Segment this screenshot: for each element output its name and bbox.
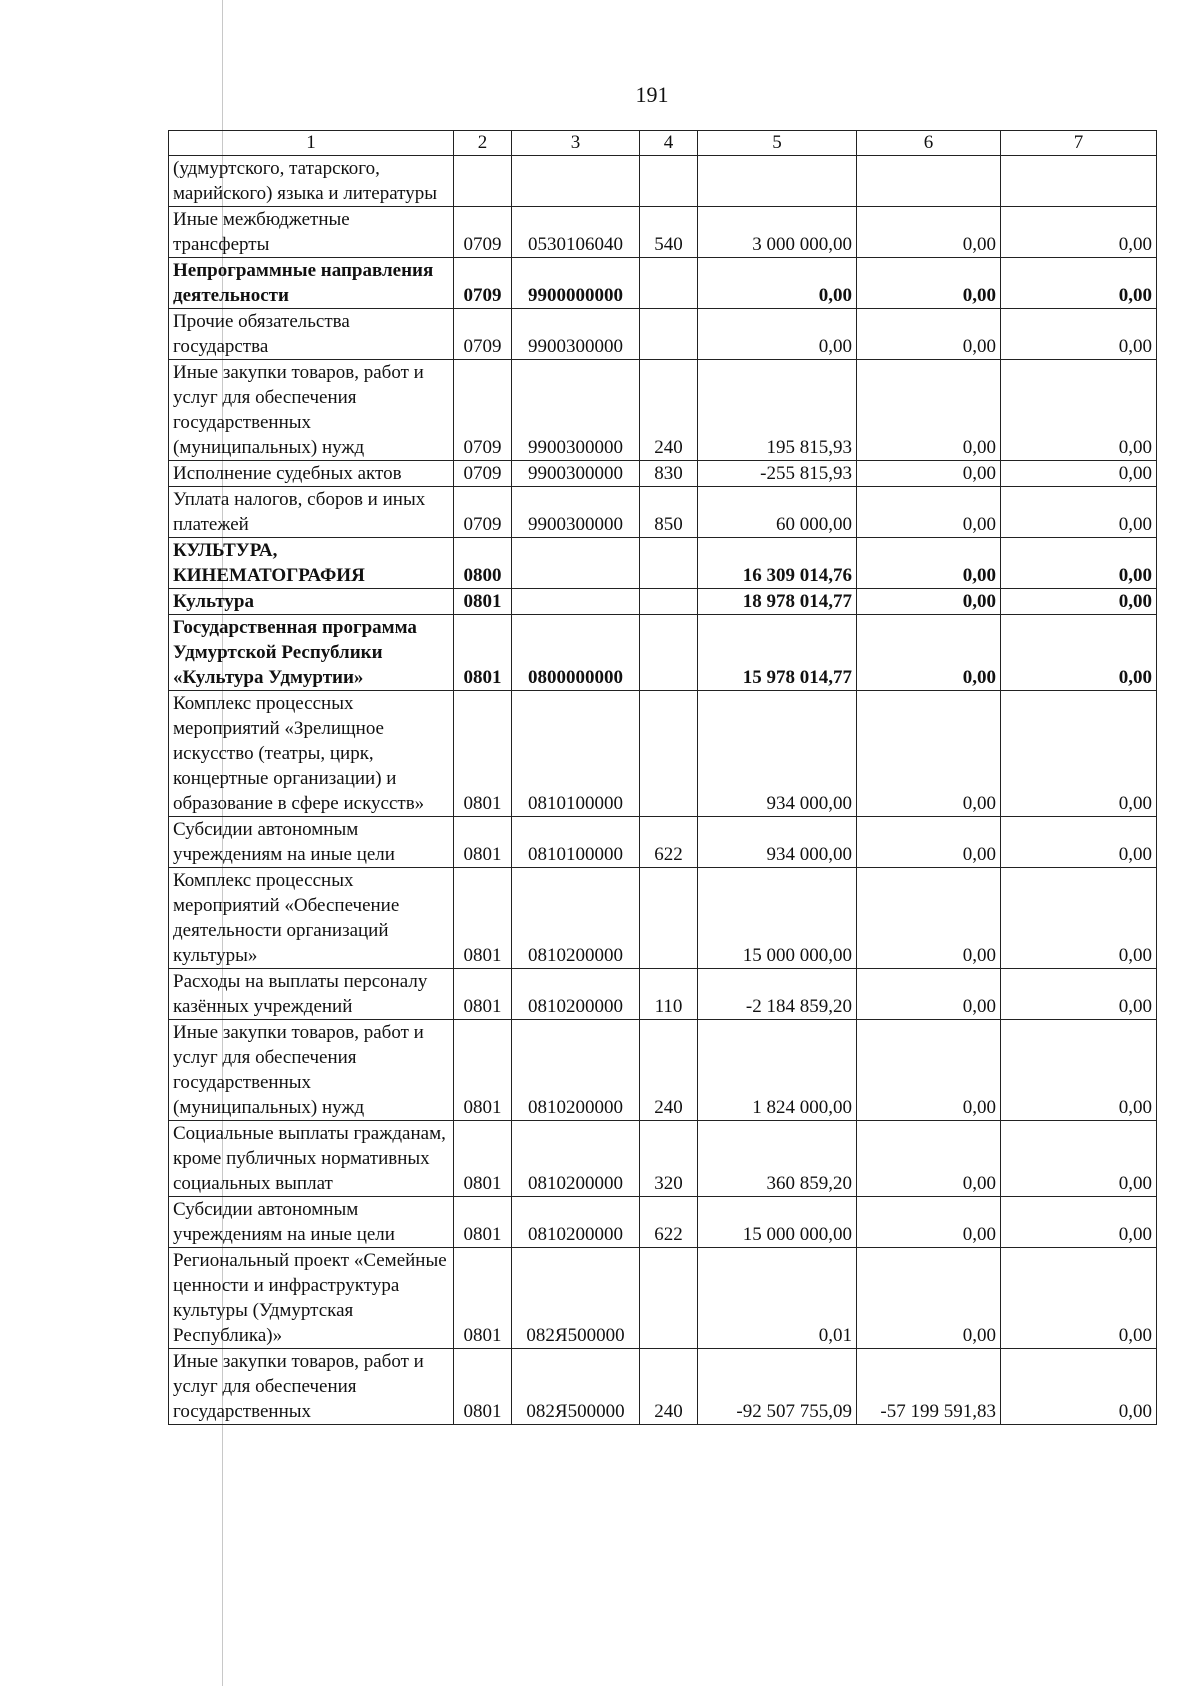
- cell-amount-year-2: 0,00: [857, 487, 1001, 538]
- cell-amount-year-3: [1001, 156, 1157, 207]
- cell-amount-year-1: -2 184 859,20: [698, 969, 857, 1020]
- cell-section-code: 0709: [454, 258, 512, 309]
- cell-target-code: 9900300000: [512, 309, 640, 360]
- cell-amount-year-3: 0,00: [1001, 817, 1157, 868]
- cell-target-code: 0810200000: [512, 969, 640, 1020]
- cell-target-code: 0810200000: [512, 1197, 640, 1248]
- cell-target-code: [512, 589, 640, 615]
- cell-description: Непрограммные направления деятельности: [169, 258, 454, 309]
- table-row: [169, 309, 1157, 360]
- cell-amount-year-2: 0,00: [857, 360, 1001, 461]
- table-row: [169, 691, 1157, 817]
- cell-expense-type: [640, 258, 698, 309]
- cell-amount-year-2: 0,00: [857, 309, 1001, 360]
- cell-description: Исполнение судебных актов: [169, 461, 454, 487]
- cell-amount-year-1: 360 859,20: [698, 1121, 857, 1197]
- table-row: [169, 1020, 1157, 1121]
- cell-amount-year-3: 0,00: [1001, 258, 1157, 309]
- cell-section-code: 0801: [454, 1020, 512, 1121]
- cell-section-code: 0801: [454, 868, 512, 969]
- cell-section-code: 0801: [454, 1197, 512, 1248]
- cell-amount-year-2: 0,00: [857, 969, 1001, 1020]
- cell-amount-year-1: -255 815,93: [698, 461, 857, 487]
- cell-amount-year-2: 0,00: [857, 1197, 1001, 1248]
- cell-expense-type: 540: [640, 207, 698, 258]
- cell-amount-year-3: 0,00: [1001, 487, 1157, 538]
- cell-amount-year-1: 18 978 014,77: [698, 589, 857, 615]
- cell-description: Прочие обязательства государства: [169, 309, 454, 360]
- cell-section-code: 0709: [454, 360, 512, 461]
- cell-section-code: 0801: [454, 589, 512, 615]
- cell-section-code: 0800: [454, 538, 512, 589]
- cell-target-code: [512, 156, 640, 207]
- cell-section-code: 0801: [454, 615, 512, 691]
- table-row: [169, 461, 1157, 487]
- column-header-3: 3: [512, 131, 640, 156]
- cell-amount-year-1: 15 000 000,00: [698, 1197, 857, 1248]
- cell-target-code: 0810100000: [512, 691, 640, 817]
- cell-description: Иные закупки товаров, работ и услуг для обеспечения государственных (муниципальных) нужд: [169, 360, 454, 461]
- cell-expense-type: 830: [640, 461, 698, 487]
- cell-section-code: [454, 156, 512, 207]
- cell-amount-year-1: 3 000 000,00: [698, 207, 857, 258]
- cell-amount-year-3: 0,00: [1001, 969, 1157, 1020]
- cell-expense-type: 110: [640, 969, 698, 1020]
- cell-amount-year-2: 0,00: [857, 868, 1001, 969]
- cell-section-code: 0801: [454, 817, 512, 868]
- table-row: [169, 487, 1157, 538]
- cell-target-code: 0810200000: [512, 1121, 640, 1197]
- cell-amount-year-3: 0,00: [1001, 1197, 1157, 1248]
- cell-expense-type: [640, 615, 698, 691]
- cell-amount-year-3: 0,00: [1001, 1349, 1157, 1425]
- table-row: [169, 1248, 1157, 1349]
- cell-amount-year-3: 0,00: [1001, 538, 1157, 589]
- cell-amount-year-1: 60 000,00: [698, 487, 857, 538]
- cell-amount-year-1: 934 000,00: [698, 691, 857, 817]
- budget-table: [168, 130, 1157, 1425]
- cell-expense-type: 320: [640, 1121, 698, 1197]
- column-header-5: 5: [698, 131, 857, 156]
- column-header-2: 2: [454, 131, 512, 156]
- cell-description: Государственная программа Удмуртской Республики «Культура Удмуртии»: [169, 615, 454, 691]
- cell-amount-year-1: 0,00: [698, 309, 857, 360]
- cell-target-code: 0800000000: [512, 615, 640, 691]
- cell-amount-year-3: 0,00: [1001, 691, 1157, 817]
- cell-amount-year-2: 0,00: [857, 1121, 1001, 1197]
- page-number: 191: [635, 82, 669, 107]
- cell-amount-year-1: 1 824 000,00: [698, 1020, 857, 1121]
- cell-target-code: [512, 538, 640, 589]
- cell-description: Иные закупки товаров, работ и услуг для обеспечения государственных: [169, 1349, 454, 1425]
- table-row: [169, 1121, 1157, 1197]
- cell-section-code: 0709: [454, 309, 512, 360]
- cell-target-code: 9900300000: [512, 487, 640, 538]
- cell-amount-year-2: 0,00: [857, 461, 1001, 487]
- cell-description: (удмуртского, татарского, марийского) языка и литературы: [169, 156, 454, 207]
- cell-target-code: 9900000000: [512, 258, 640, 309]
- cell-section-code: 0801: [454, 691, 512, 817]
- table-row: [169, 969, 1157, 1020]
- cell-target-code: 082Я500000: [512, 1349, 640, 1425]
- cell-amount-year-2: 0,00: [857, 1020, 1001, 1121]
- cell-description: Субсидии автономным учреждениям на иные цели: [169, 817, 454, 868]
- cell-expense-type: 240: [640, 1020, 698, 1121]
- cell-expense-type: [640, 868, 698, 969]
- column-header-4: 4: [640, 131, 698, 156]
- cell-amount-year-1: [698, 156, 857, 207]
- cell-amount-year-1: 15 978 014,77: [698, 615, 857, 691]
- cell-target-code: 0810100000: [512, 817, 640, 868]
- cell-section-code: 0709: [454, 207, 512, 258]
- cell-expense-type: [640, 691, 698, 817]
- cell-amount-year-1: 934 000,00: [698, 817, 857, 868]
- table-row: [169, 817, 1157, 868]
- cell-description: Уплата налогов, сборов и иных платежей: [169, 487, 454, 538]
- cell-amount-year-2: 0,00: [857, 691, 1001, 817]
- cell-description: Комплекс процессных мероприятий «Зрелищное искусство (театры, цирк, концертные организации) и образование в сфере искусств»: [169, 691, 454, 817]
- cell-amount-year-3: 0,00: [1001, 1020, 1157, 1121]
- cell-amount-year-2: 0,00: [857, 1248, 1001, 1349]
- cell-amount-year-2: -57 199 591,83: [857, 1349, 1001, 1425]
- cell-expense-type: 240: [640, 360, 698, 461]
- table-row: [169, 589, 1157, 615]
- table-row: [169, 1197, 1157, 1248]
- cell-expense-type: 622: [640, 817, 698, 868]
- cell-section-code: 0801: [454, 969, 512, 1020]
- cell-description: Социальные выплаты гражданам, кроме публичных нормативных социальных выплат: [169, 1121, 454, 1197]
- cell-amount-year-3: 0,00: [1001, 615, 1157, 691]
- cell-amount-year-1: 0,01: [698, 1248, 857, 1349]
- table-row: [169, 207, 1157, 258]
- cell-expense-type: [640, 309, 698, 360]
- cell-amount-year-2: 0,00: [857, 258, 1001, 309]
- cell-target-code: 9900300000: [512, 461, 640, 487]
- cell-amount-year-1: 195 815,93: [698, 360, 857, 461]
- cell-amount-year-3: 0,00: [1001, 1121, 1157, 1197]
- column-header-1: 1: [169, 131, 454, 156]
- cell-amount-year-2: 0,00: [857, 615, 1001, 691]
- table-row: [169, 360, 1157, 461]
- cell-expense-type: [640, 1248, 698, 1349]
- cell-expense-type: 850: [640, 487, 698, 538]
- cell-amount-year-2: 0,00: [857, 538, 1001, 589]
- cell-section-code: 0801: [454, 1121, 512, 1197]
- cell-description: Региональный проект «Семейные ценности и инфраструктура культуры (Удмуртская Республика)»: [169, 1248, 454, 1349]
- cell-amount-year-3: 0,00: [1001, 461, 1157, 487]
- cell-amount-year-2: 0,00: [857, 817, 1001, 868]
- cell-amount-year-3: 0,00: [1001, 309, 1157, 360]
- column-header-6: 6: [857, 131, 1001, 156]
- cell-amount-year-1: 0,00: [698, 258, 857, 309]
- cell-amount-year-2: 0,00: [857, 207, 1001, 258]
- cell-target-code: 0530106040: [512, 207, 640, 258]
- table-row: [169, 538, 1157, 589]
- cell-description: Культура: [169, 589, 454, 615]
- cell-amount-year-3: 0,00: [1001, 360, 1157, 461]
- cell-amount-year-2: [857, 156, 1001, 207]
- cell-expense-type: [640, 589, 698, 615]
- cell-amount-year-1: -92 507 755,09: [698, 1349, 857, 1425]
- cell-amount-year-3: 0,00: [1001, 589, 1157, 615]
- table-row: [169, 868, 1157, 969]
- table-row: [169, 1349, 1157, 1425]
- cell-description: Иные закупки товаров, работ и услуг для обеспечения государственных (муниципальных) нужд: [169, 1020, 454, 1121]
- table-row: [169, 156, 1157, 207]
- cell-description: Расходы на выплаты персоналу казённых учреждений: [169, 969, 454, 1020]
- cell-amount-year-2: 0,00: [857, 589, 1001, 615]
- cell-amount-year-1: 15 000 000,00: [698, 868, 857, 969]
- cell-description: КУЛЬТУРА, КИНЕМАТОГРАФИЯ: [169, 538, 454, 589]
- cell-expense-type: 240: [640, 1349, 698, 1425]
- cell-description: Комплекс процессных мероприятий «Обеспечение деятельности организаций культуры»: [169, 868, 454, 969]
- cell-section-code: 0801: [454, 1248, 512, 1349]
- cell-section-code: 0801: [454, 1349, 512, 1425]
- cell-target-code: 082Я500000: [512, 1248, 640, 1349]
- cell-amount-year-3: 0,00: [1001, 1248, 1157, 1349]
- table-row: [169, 258, 1157, 309]
- cell-amount-year-3: 0,00: [1001, 207, 1157, 258]
- cell-target-code: 9900300000: [512, 360, 640, 461]
- cell-target-code: 0810200000: [512, 868, 640, 969]
- cell-amount-year-3: 0,00: [1001, 868, 1157, 969]
- cell-amount-year-1: 16 309 014,76: [698, 538, 857, 589]
- cell-section-code: 0709: [454, 461, 512, 487]
- cell-section-code: 0709: [454, 487, 512, 538]
- column-header-7: 7: [1001, 131, 1157, 156]
- header-row: [169, 131, 1157, 156]
- cell-description: Иные межбюджетные трансферты: [169, 207, 454, 258]
- cell-description: Субсидии автономным учреждениям на иные цели: [169, 1197, 454, 1248]
- cell-expense-type: [640, 538, 698, 589]
- cell-expense-type: [640, 156, 698, 207]
- cell-target-code: 0810200000: [512, 1020, 640, 1121]
- cell-expense-type: 622: [640, 1197, 698, 1248]
- table-row: [169, 615, 1157, 691]
